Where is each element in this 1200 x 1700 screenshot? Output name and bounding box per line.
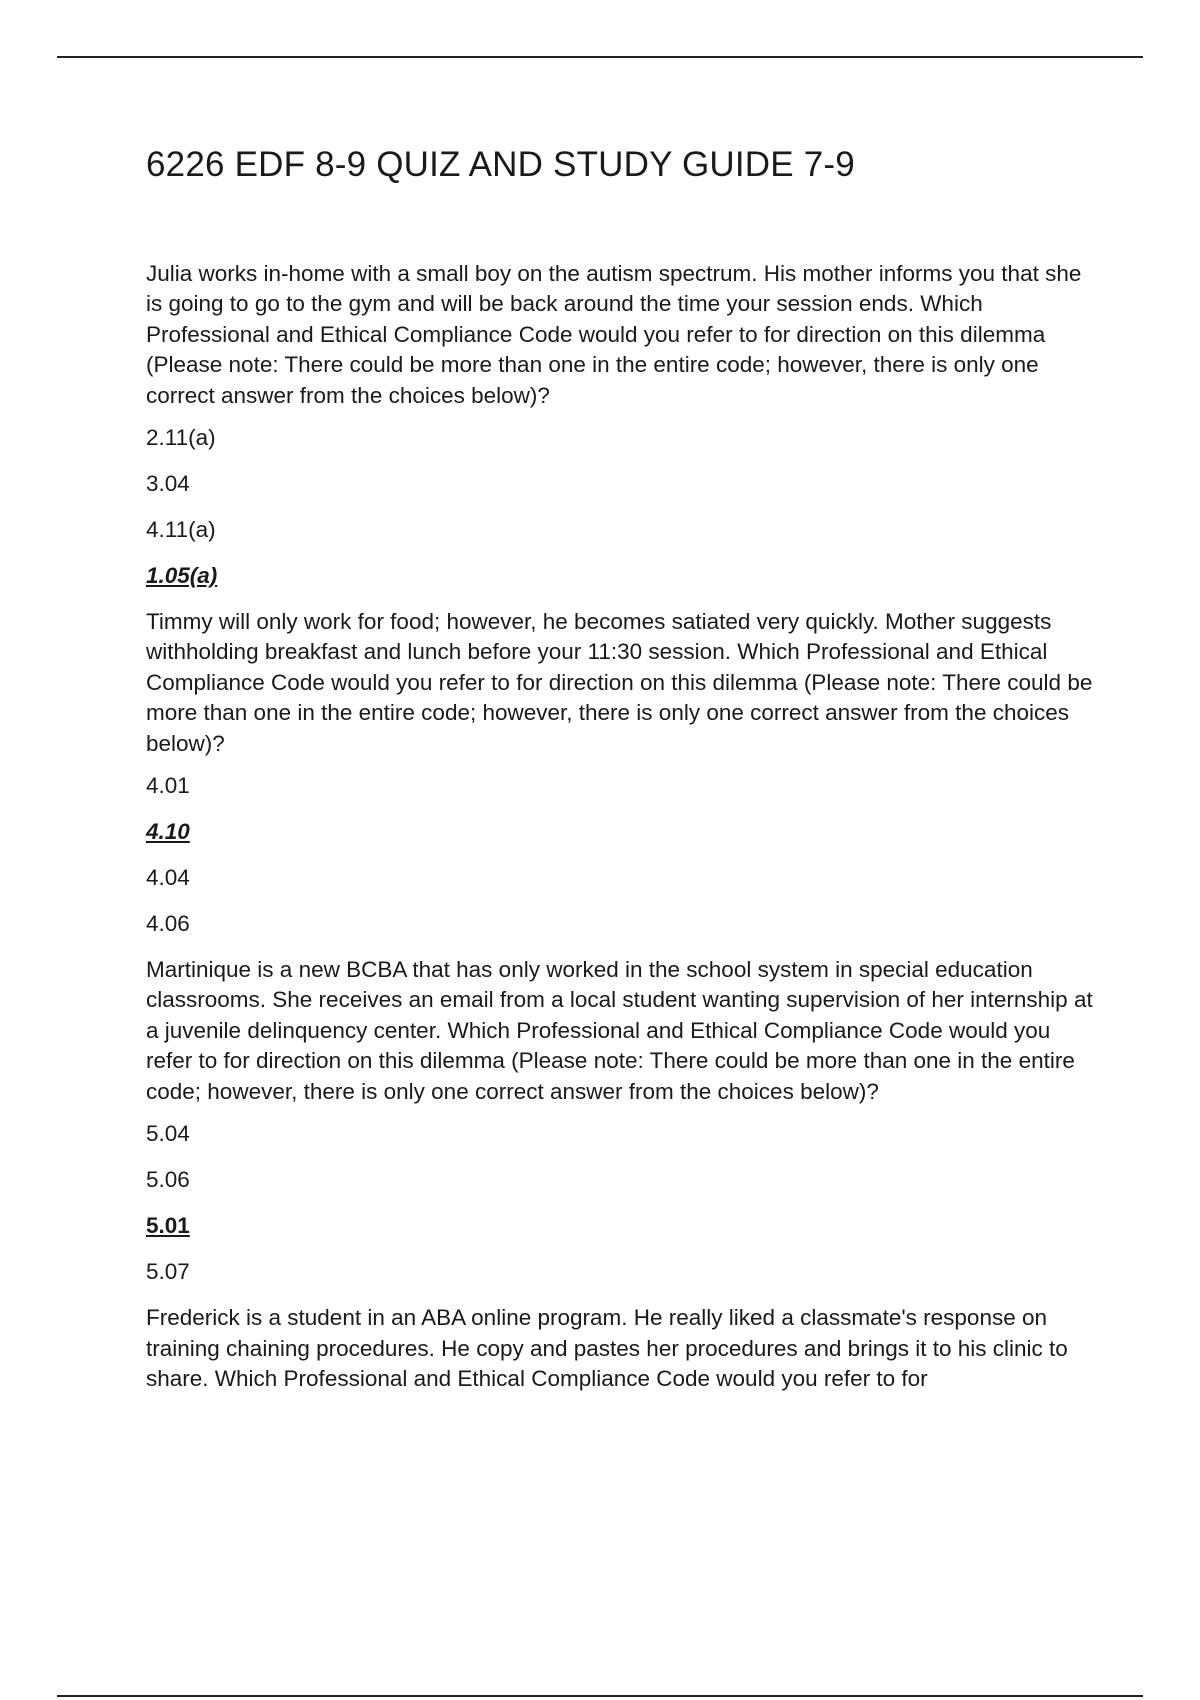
top-rule [57,56,1143,58]
answer-option: 4.04 [146,865,190,891]
correct-answer-option: 4.10 [146,819,190,845]
question-block [146,1303,1096,1394]
answer-option: 5.04 [146,1121,190,1147]
answer-options [146,423,1096,591]
answer-options [146,771,1096,939]
correct-answer-option: 5.01 [146,1213,190,1239]
answer-option: 5.06 [146,1167,190,1193]
document-body [146,140,1096,1406]
answer-option: 4.11(a) [146,517,216,543]
correct-answer-option: 1.05(a) [146,563,218,589]
question-block [146,259,1096,591]
question-text: Timmy will only work for food; however, he becomes satiated very quickly. Mother suggests withholding breakfast and lunch before your 11:30 session. Which Professional and Ethical Compliance Code would you refer to for direction on this dilemma (Please note: There could be more than one in the entire code; however, there is only one correct answer from the choices below)? [146,609,1093,756]
bottom-rule [57,1695,1143,1697]
answer-option: 3.04 [146,471,190,497]
answer-option: 4.01 [146,773,190,799]
answer-options [146,1119,1096,1287]
answer-option: 4.06 [146,911,190,937]
question-text: Martinique is a new BCBA that has only worked in the school system in special education classrooms. She receives an email from a local student wanting supervision of her internship at a juvenile delinquency center. Which Professional and Ethical Compliance Code would you refer to for direction on this dilemma (Please note: There could be more than one in the entire code; however, there is only one correct answer from the choices below)? [146,957,1093,1104]
question-block [146,955,1096,1287]
question-text: Julia works in-home with a small boy on the autism spectrum. His mother informs you that she is going to go to the gym and will be back around the time your session ends. Which Professional and Ethical Compliance Code would you refer to for direction on this dilemma (Please note: There could be more than one in the entire code; however, there is only one correct answer from the choices below)? [146,261,1082,408]
document-title: 6226 EDF 8-9 QUIZ AND STUDY GUIDE 7-9 [146,145,855,184]
answer-option: 5.07 [146,1259,190,1285]
answer-option: 2.11(a) [146,425,216,451]
question-block [146,607,1096,939]
question-text: Frederick is a student in an ABA online program. He really liked a classmate's response on training chaining procedures. He copy and pastes her procedures and brings it to his clinic to share. Which Professional and Ethical Compliance Code would you refer to for [146,1305,1068,1391]
